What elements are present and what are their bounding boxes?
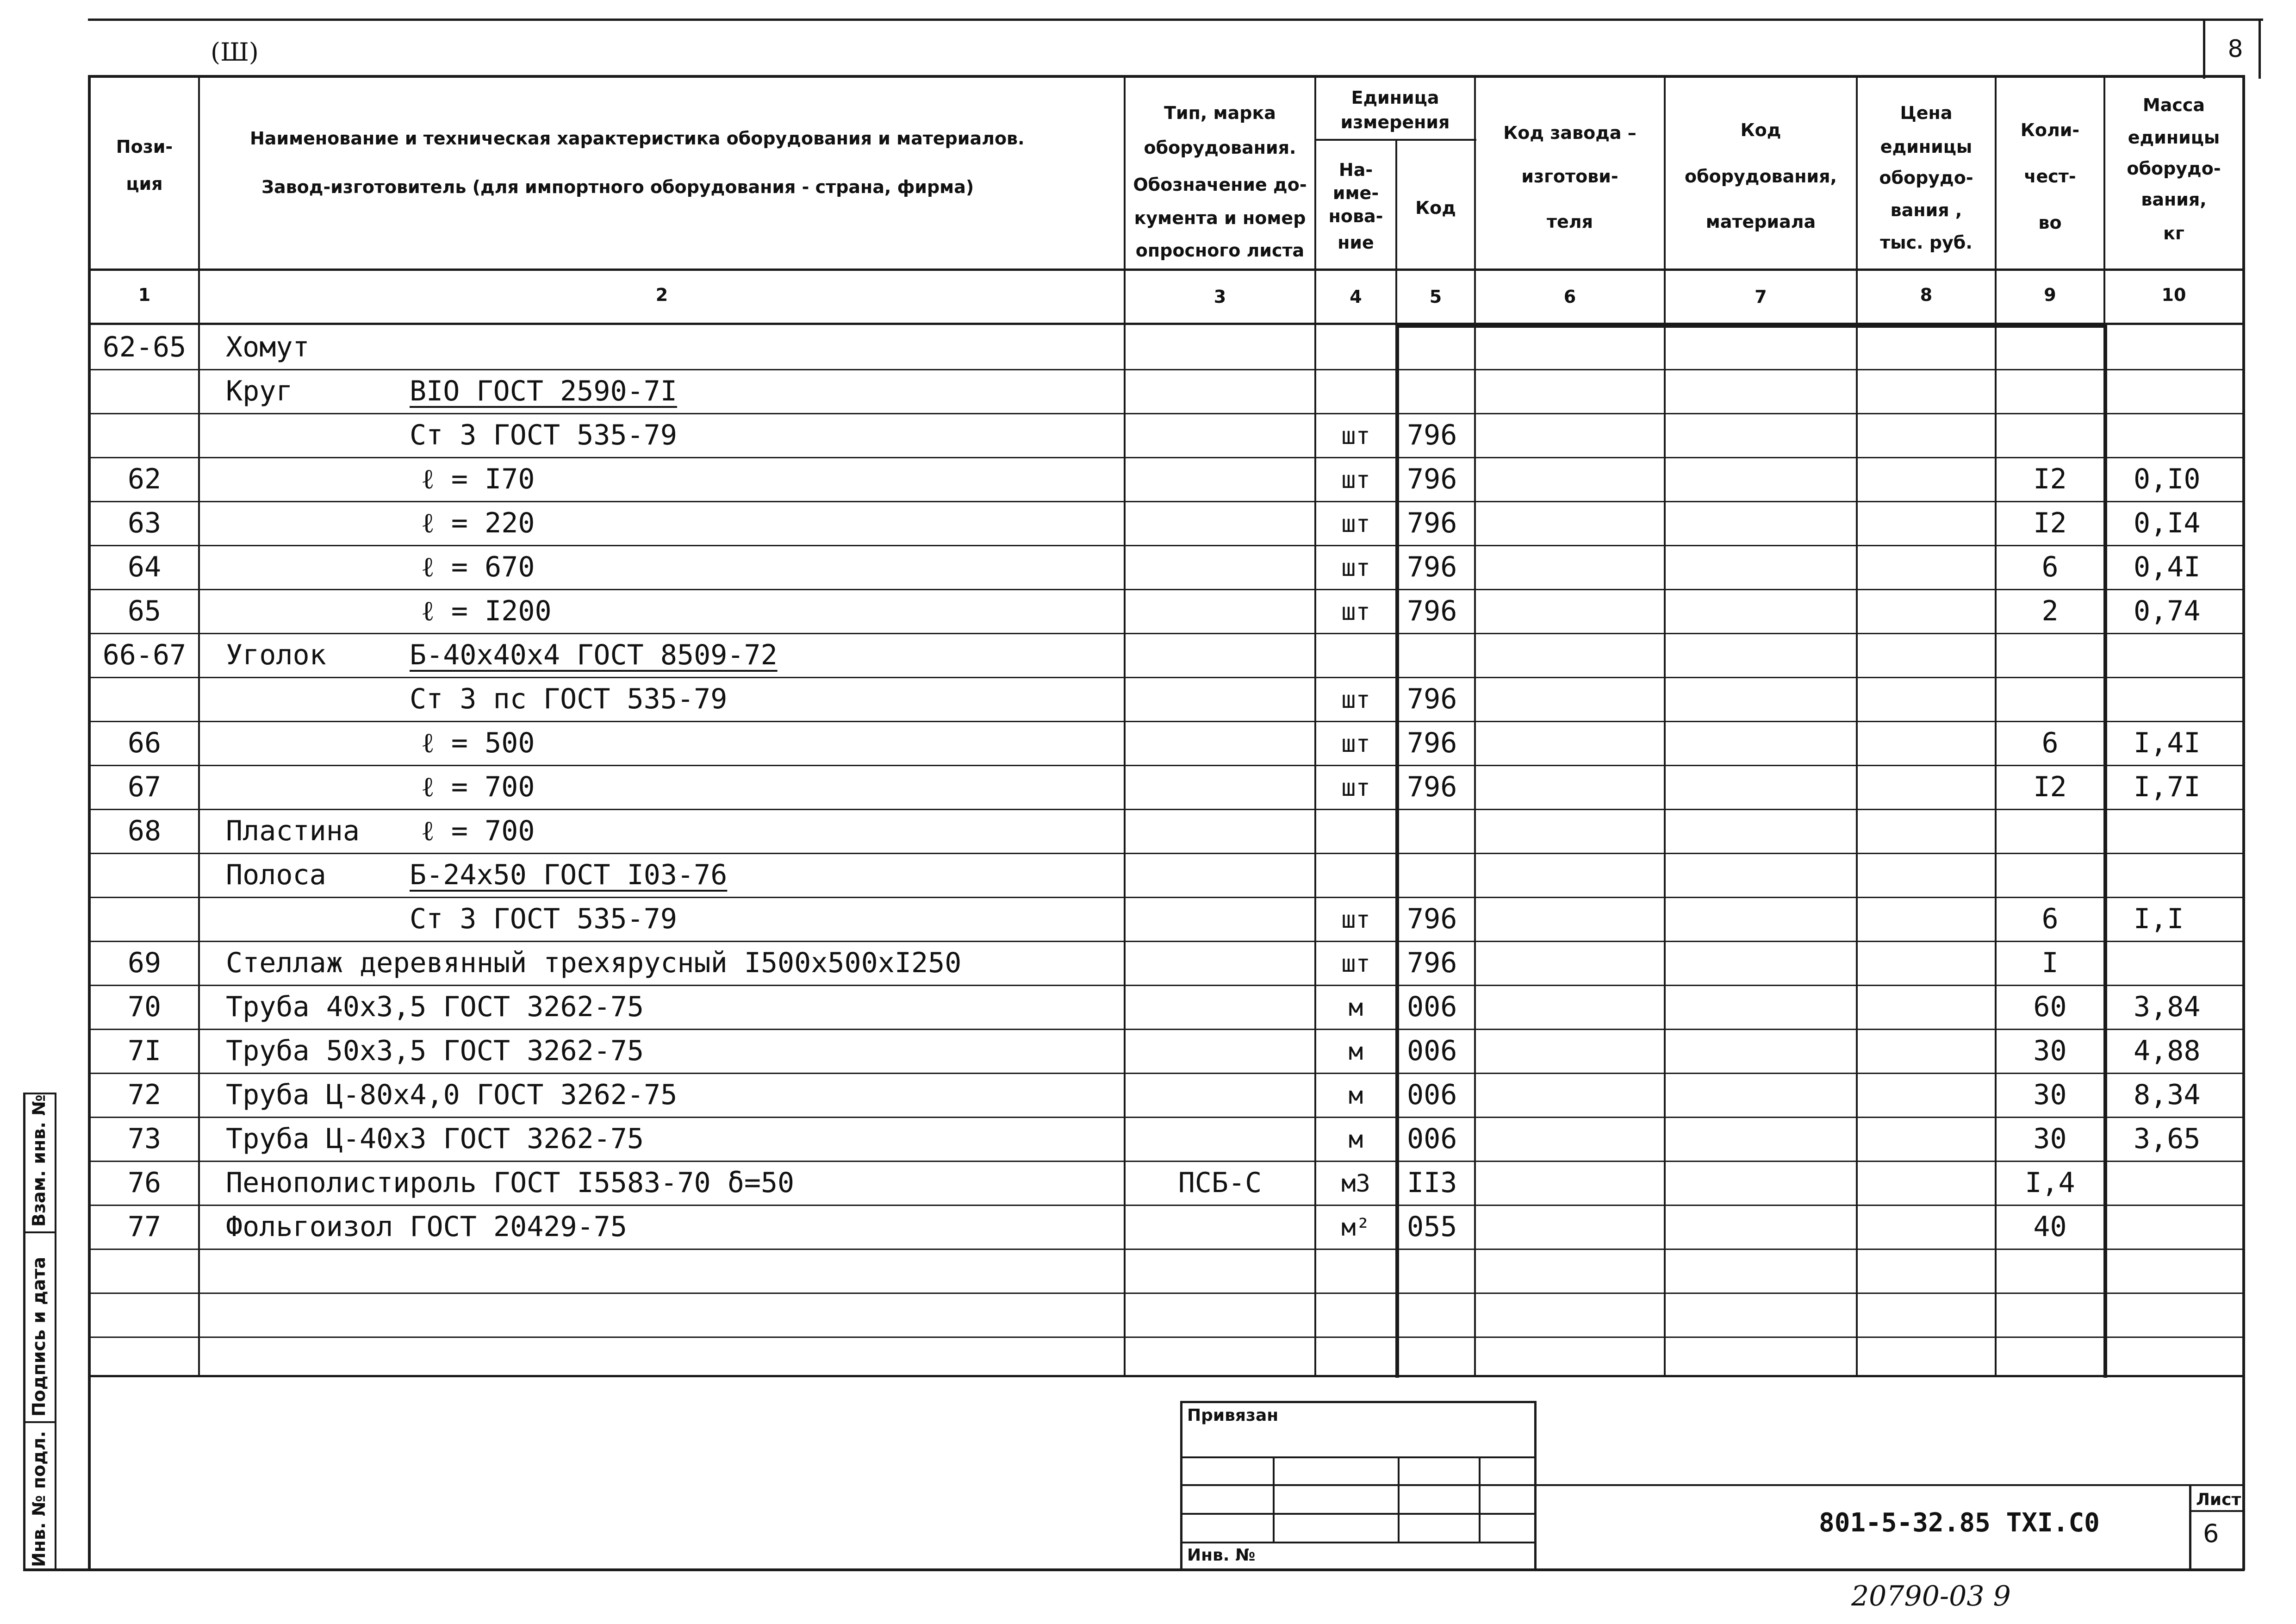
row-position: 62-65 — [102, 331, 187, 363]
row-spec: ℓ = I200 — [421, 595, 552, 627]
row-code: 796 — [1407, 507, 1457, 539]
row-unit: м² — [1341, 1214, 1370, 1242]
row-unit: шт — [1341, 730, 1370, 758]
row-quantity: I,4 — [2025, 1167, 2075, 1199]
side-label-signature-date: Подпись и дата — [29, 1256, 49, 1417]
col-number-4: 4 — [1350, 287, 1362, 307]
row-spec: ℓ = 670 — [421, 551, 535, 583]
h-col10-a: Масса — [2142, 95, 2205, 115]
row-mass: 3,84 — [2134, 991, 2201, 1023]
stamp-attached-label: Привязан — [1187, 1406, 1279, 1425]
row-quantity: 30 — [2033, 1035, 2067, 1067]
col-sep-1 — [198, 75, 200, 1377]
row-line — [91, 941, 2243, 942]
titleblock-sheet-sep — [2189, 1484, 2191, 1569]
titleblock-sheet-line — [2189, 1510, 2245, 1512]
row-line — [91, 1337, 2243, 1338]
row-line — [91, 677, 2243, 678]
row-mass: 0,4I — [2134, 551, 2201, 583]
side-strip-div2 — [23, 1421, 56, 1423]
row-position: 66-67 — [102, 639, 187, 671]
h-col4-b: име- — [1332, 183, 1379, 203]
col-number-9: 9 — [2044, 285, 2056, 305]
row-quantity: I — [2041, 947, 2059, 979]
row-position: 62 — [127, 463, 162, 495]
h-col9-c: во — [2038, 212, 2062, 233]
h-col10-e: кг — [2163, 223, 2184, 244]
row-quantity: 6 — [2041, 903, 2059, 935]
h-col3-d: кумента и номер — [1134, 208, 1306, 228]
row-spec: ℓ = I70 — [421, 463, 535, 495]
h-col2-a: Наименование и техническая характеристика оборудования и материалов. — [250, 128, 1025, 149]
row-quantity: I2 — [2033, 771, 2067, 803]
row-quantity: I2 — [2033, 507, 2067, 539]
row-unit: м3 — [1341, 1170, 1370, 1198]
row-mass: 0,74 — [2134, 595, 2201, 627]
col-sep-4b — [1395, 324, 1399, 1378]
row-spec: Ст 3 ГОСТ 535-79 — [410, 419, 677, 451]
row-line — [91, 1293, 2243, 1294]
h-col8-a: Цена — [1900, 103, 1953, 123]
col-number-6: 6 — [1563, 287, 1576, 307]
stamp-box-top — [1180, 1401, 1537, 1403]
header-bottom-line — [88, 269, 2245, 271]
row-spec: ℓ = 700 — [421, 815, 535, 847]
h-col7-a: Код — [1740, 120, 1781, 140]
page-bottom-line — [23, 1568, 2245, 1571]
side-label-replaced-inv: Взам. инв. № — [29, 1094, 49, 1227]
row-code: 796 — [1407, 551, 1457, 583]
row-spec: Б-40х40х4 ГОСТ 8509-72 — [410, 639, 778, 671]
row-line — [91, 413, 2243, 414]
row-unit: шт — [1341, 598, 1370, 626]
row-mass: I,4I — [2134, 727, 2201, 759]
row-position: 64 — [127, 551, 162, 583]
row-unit: шт — [1341, 950, 1370, 978]
col-sep-5 — [1474, 75, 1476, 1377]
col-number-8: 8 — [1920, 285, 1933, 305]
row-position: 69 — [127, 947, 162, 979]
row-quantity: I2 — [2033, 463, 2067, 495]
h-col10-b: единицы — [2128, 127, 2220, 148]
row-line — [91, 1073, 2243, 1074]
col-number-2: 2 — [655, 285, 668, 305]
row-line — [91, 809, 2243, 810]
stamp-row-2 — [1180, 1484, 1537, 1486]
row-code: 055 — [1407, 1211, 1457, 1243]
row-position: 77 — [127, 1211, 162, 1243]
row-position: 63 — [127, 507, 162, 539]
h-col2-b: Завод-изготовитель (для импортного оборудования - страна, фирма) — [261, 177, 974, 197]
row-code: 006 — [1407, 1079, 1457, 1111]
row-position: 66 — [127, 727, 162, 759]
side-strip-mid — [55, 1093, 56, 1569]
row-mass: I,7I — [2134, 771, 2201, 803]
sheet-marker: (Ш) — [211, 37, 259, 67]
col-number-5: 5 — [1429, 287, 1442, 307]
row-line — [91, 1249, 2243, 1250]
stamp-row-1 — [1180, 1456, 1537, 1458]
titleblock-top-line — [1537, 1484, 2245, 1486]
col-sep-9b — [2103, 324, 2107, 1378]
h-col8-b: единицы — [1880, 137, 1972, 157]
stamp-col-2 — [1398, 1456, 1400, 1542]
row-name: Труба Ц-40х3 ГОСТ 3262-75 — [226, 1123, 644, 1155]
row-type: ПСБ-С — [1178, 1167, 1262, 1199]
row-line — [91, 1205, 2243, 1206]
h-col1-b: ция — [126, 174, 163, 194]
h-col7-c: материала — [1705, 212, 1816, 232]
col-sep-7 — [1856, 75, 1858, 1377]
row-line — [91, 985, 2243, 986]
h-col1-a: Пози- — [116, 137, 173, 157]
h-col3-e: опросного листа — [1135, 240, 1305, 261]
row-position: 65 — [127, 595, 162, 627]
row-code: 796 — [1407, 595, 1457, 627]
row-position: 7I — [127, 1035, 162, 1067]
row-quantity: 30 — [2033, 1123, 2067, 1155]
h-col9-a: Коли- — [2020, 120, 2080, 140]
h-col10-d: вания, — [2141, 189, 2207, 210]
table-right-border — [2242, 75, 2245, 1570]
row-unit: шт — [1341, 906, 1370, 934]
h-col9-b: чест- — [2024, 166, 2076, 187]
row-name: Уголок — [226, 639, 326, 671]
row-line — [91, 765, 2243, 766]
row-position: 68 — [127, 815, 162, 847]
row-name: Труба 50х3,5 ГОСТ 3262-75 — [226, 1035, 644, 1067]
document-code: 801-5-32.85 ТХI.С0 — [1819, 1508, 2100, 1538]
row-line — [91, 897, 2243, 898]
row-spec: Ст 3 ГОСТ 535-79 — [410, 903, 677, 935]
row-unit: шт — [1341, 510, 1370, 538]
table-top-border — [88, 75, 2245, 78]
corner-box-left — [2203, 19, 2205, 79]
row-unit: м — [1348, 1082, 1363, 1110]
row-line — [91, 1161, 2243, 1162]
col-number-10: 10 — [2161, 285, 2186, 305]
row-mass: 0,I0 — [2134, 463, 2201, 495]
row-unit: шт — [1341, 466, 1370, 494]
row-quantity: 6 — [2041, 727, 2059, 759]
h-col10-c: оборудо- — [2127, 158, 2221, 179]
row-code: 006 — [1407, 1123, 1457, 1155]
row-spec: ℓ = 500 — [421, 727, 535, 759]
row-line — [91, 853, 2243, 854]
h-col6-c: теля — [1546, 212, 1593, 232]
row-line — [91, 721, 2243, 722]
row-quantity: 40 — [2033, 1211, 2067, 1243]
row-code: 796 — [1407, 771, 1457, 803]
row-code: 006 — [1407, 1035, 1457, 1067]
row-line — [91, 457, 2243, 458]
row-line — [91, 589, 2243, 590]
h-col8-e: тыс. руб. — [1880, 232, 1972, 253]
row-name: Фольгоизол ГОСТ 20429-75 — [226, 1211, 627, 1243]
corner-number: 8 — [2228, 35, 2243, 63]
row-unit: шт — [1341, 774, 1370, 802]
row-position: 73 — [127, 1123, 162, 1155]
row-code: 796 — [1407, 419, 1457, 451]
row-spec: ℓ = 700 — [421, 771, 535, 803]
side-strip-div1 — [23, 1231, 56, 1233]
row-spec: Ст 3 пс ГОСТ 535-79 — [410, 683, 728, 715]
row-quantity: 30 — [2033, 1079, 2067, 1111]
row-unit: шт — [1341, 422, 1370, 450]
row-unit: м — [1348, 1126, 1363, 1154]
top-line — [88, 19, 2263, 21]
h-col4-d: ние — [1338, 232, 1374, 253]
unit-group-line — [1314, 139, 1476, 141]
row-spec: ℓ = 220 — [421, 507, 535, 539]
row-name: Стеллаж деревянный трехярусный I500х500хI250 — [226, 947, 962, 979]
row-quantity: 6 — [2041, 551, 2059, 583]
row-position: 70 — [127, 991, 162, 1023]
row-mass: I,I — [2134, 903, 2184, 935]
sheet-number: 6 — [2203, 1519, 2219, 1548]
row-line — [91, 633, 2243, 634]
stamp-col-1 — [1273, 1456, 1275, 1542]
col-number-1: 1 — [138, 285, 151, 305]
bold-frame-top — [1395, 324, 2107, 328]
h-unit-group-b: измерения — [1340, 112, 1450, 132]
side-strip-left — [23, 1093, 25, 1569]
h-col6-a: Код завода – — [1503, 123, 1636, 143]
row-line — [91, 1117, 2243, 1118]
col-number-3: 3 — [1213, 287, 1226, 307]
stamp-row-3 — [1180, 1513, 1537, 1515]
h-col8-d: вания , — [1890, 200, 1962, 220]
row-quantity: 60 — [2033, 991, 2067, 1023]
row-code: 796 — [1407, 683, 1457, 715]
sheet-label: Лист — [2196, 1490, 2241, 1509]
corner-box-right — [2259, 19, 2261, 79]
row-code: 006 — [1407, 991, 1457, 1023]
archive-number: 20790-03 9 — [1851, 1580, 2011, 1612]
row-name: Хомут — [226, 331, 310, 363]
stamp-row-4 — [1180, 1542, 1537, 1543]
row-code: 796 — [1407, 727, 1457, 759]
row-position: 72 — [127, 1079, 162, 1111]
row-code: II3 — [1407, 1167, 1457, 1199]
row-line — [91, 501, 2243, 502]
h-col3-a: Тип, марка — [1164, 103, 1276, 123]
h-col4-c: нова- — [1328, 206, 1383, 226]
row-unit: м — [1348, 1038, 1363, 1066]
row-line — [91, 1029, 2243, 1030]
h-col4-a: На- — [1338, 160, 1373, 180]
row-mass: 4,88 — [2134, 1035, 2201, 1067]
row-spec: Б-24х50 ГОСТ I03-76 — [410, 859, 728, 891]
row-name: Труба Ц-80х4,0 ГОСТ 3262-75 — [226, 1079, 678, 1111]
row-mass: 0,I4 — [2134, 507, 2201, 539]
h-unit-group-a: Единица — [1351, 87, 1439, 108]
row-code: 796 — [1407, 947, 1457, 979]
row-position: 67 — [127, 771, 162, 803]
row-mass: 3,65 — [2134, 1123, 2201, 1155]
row-quantity: 2 — [2041, 595, 2059, 627]
h-col3-b: оборудования. — [1144, 137, 1296, 158]
stamp-col-3 — [1479, 1456, 1481, 1542]
h-col3-c: Обозначение до- — [1133, 175, 1307, 195]
h-col7-b: оборудования, — [1685, 166, 1837, 187]
row-unit: шт — [1341, 686, 1370, 714]
h-col5: Код — [1415, 198, 1456, 218]
row-line — [91, 369, 2243, 370]
row-name: Полоса — [226, 859, 326, 891]
h-col8-c: оборудо- — [1879, 168, 1973, 188]
table-bottom-line — [88, 1375, 2245, 1377]
stamp-inv-label: Инв. № — [1187, 1546, 1256, 1565]
side-label-original-inv: Инв. № подл. — [29, 1430, 49, 1567]
row-line — [91, 545, 2243, 546]
row-unit: шт — [1341, 554, 1370, 582]
row-name: Круг — [226, 375, 293, 407]
row-name: Пластина — [226, 815, 360, 847]
row-position: 76 — [127, 1167, 162, 1199]
col-number-7: 7 — [1755, 287, 1767, 307]
row-spec: BIO ГОСТ 2590-7I — [410, 375, 677, 407]
h-col6-b: изготови- — [1521, 166, 1618, 187]
row-unit: м — [1348, 994, 1363, 1022]
row-code: 796 — [1407, 463, 1457, 495]
row-name: Труба 40х3,5 ГОСТ 3262-75 — [226, 991, 644, 1023]
row-mass: 8,34 — [2134, 1079, 2201, 1111]
col-sep-6 — [1664, 75, 1666, 1377]
row-name: Пенополистироль ГОСТ I5583-70 δ=50 — [226, 1167, 795, 1199]
row-code: 796 — [1407, 903, 1457, 935]
